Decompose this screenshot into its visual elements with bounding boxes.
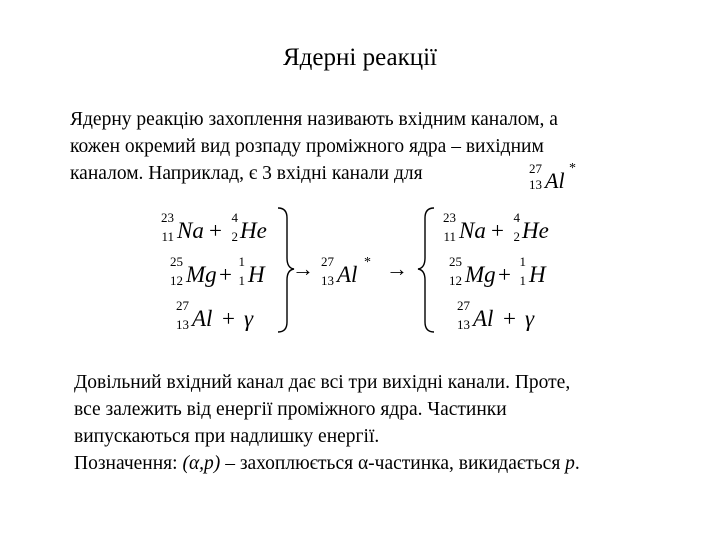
inline-charge: 13 [529,177,542,192]
plus-sign: + [222,306,235,331]
mass-number: 27 [321,254,334,269]
element-symbol: Al [337,262,358,287]
right-channel-mg-h [449,254,547,288]
mass-number: 4 [231,210,238,225]
charge-number: 13 [321,273,334,288]
charge-number: 13 [457,317,470,332]
charge-number: 2 [231,229,238,244]
notation-p: p [565,453,575,474]
plus-sign: + [209,218,222,243]
mass-number: 27 [176,298,189,313]
element-symbol: Na [177,218,204,243]
plus-sign: + [503,306,516,331]
notation-line [74,450,580,477]
intro-line-1: Ядерну реакцію захоплення називають вхідним каналом, а [70,109,558,130]
explanation-line-3: випускаються при надлишку енергії. [74,426,380,447]
compound-nucleus [321,254,371,288]
slide-title: Ядерні реакції [283,44,437,71]
inline-mass: 27 [529,161,542,176]
second-arrow: → [386,256,408,281]
gamma-symbol: γ [244,306,254,331]
element-symbol: H [248,262,265,287]
mass-number: 23 [443,210,456,225]
notation-middle: – захоплюється α-частинка, викидається [220,453,566,474]
element-symbol: He [240,218,267,243]
notation-prefix: Позначення: [74,453,183,474]
mass-number: 1 [238,254,245,269]
plus-sign: + [219,262,232,287]
center-arrow: → [292,256,314,281]
element-symbol: Na [459,218,486,243]
charge-number: 1 [238,273,245,288]
left-channel-na-he [161,210,267,244]
element-symbol: He [522,218,549,243]
left-brace [418,208,434,332]
charge-number: 11 [161,229,174,244]
mass-number: 27 [457,298,470,313]
gamma-symbol: γ [525,306,535,331]
element-symbol: Al [192,306,213,331]
element-symbol: H [529,262,546,287]
mass-number: 23 [161,210,174,225]
charge-number: 1 [519,273,526,288]
plus-sign: + [491,218,504,243]
mass-number: 25 [449,254,462,269]
intro-line-2: кожен окремий вид розпаду проміжного ядра – вихідним [70,136,544,157]
inline-symbol: Al [545,168,565,193]
inline-star: * [569,161,576,176]
notation-end: . [574,453,580,474]
left-channel-al-gamma [176,298,254,332]
left-channel-mg-h [170,254,266,288]
intro-line-3: каналом. Наприклад, є 3 вхідні канали для [70,163,423,184]
charge-number: 12 [449,273,462,288]
mass-number: 4 [513,210,520,225]
explanation-paragraph [74,369,580,477]
mass-number: 1 [519,254,526,269]
element-symbol: Mg [465,262,496,287]
element-symbol: Mg [186,262,217,287]
explanation-line-2: все залежить від енергії проміжного ядра. Частинки [74,399,507,420]
mass-number: 25 [170,254,183,269]
charge-number: 11 [443,229,456,244]
charge-number: 2 [513,229,520,244]
notation-formula: (α,p) [182,453,221,474]
explanation-line-1: Довільний вхідний канал дає всі три вихідні канали. Проте, [74,372,571,393]
charge-number: 13 [176,317,189,332]
right-channel-al-gamma [457,298,535,332]
charge-number: 12 [170,273,183,288]
plus-sign: + [498,262,511,287]
star-mark: * [364,255,371,270]
right-channel-na-he [443,210,549,244]
element-symbol: Al [473,306,494,331]
